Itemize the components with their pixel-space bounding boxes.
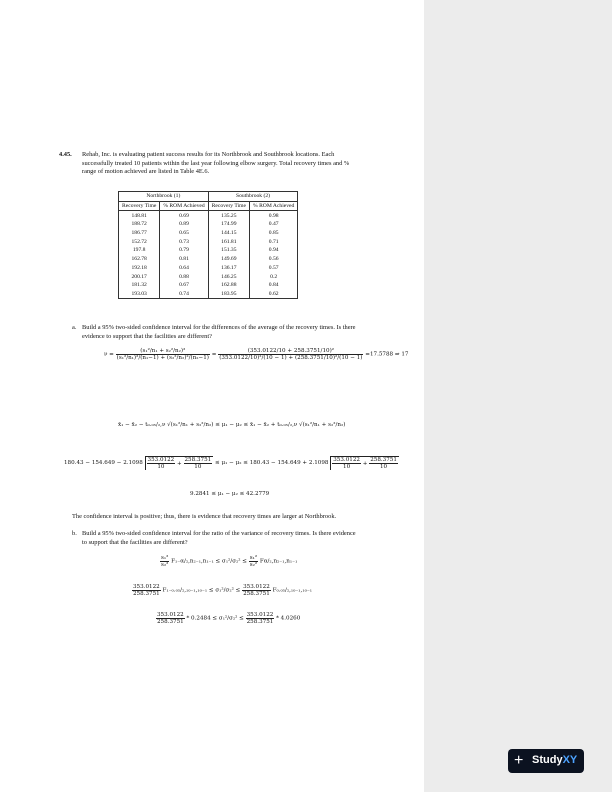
table-cell: 0.81 bbox=[160, 255, 208, 264]
part-a-question bbox=[82, 324, 417, 341]
table-cell: 0.79 bbox=[160, 246, 208, 255]
table-cell: 0.56 bbox=[250, 255, 298, 264]
table-cell: 200.17 bbox=[119, 272, 160, 281]
f-lower-general: F₁₋α/₂,n₂₋₁,n₁₋₁ ≤ σ₁²/σ₂² ≤ bbox=[171, 558, 247, 565]
f-interval-general: $\frac{\text{s₁²}}{\text{s₂²}}$ F₁₋α/₂,n₂₋₁,n₁₋₁ ≤ σ₁²/σ₂² ≤ $\frac{\text{s₁²}}{\text{s₂²}}$ Fα/₂,n₂₋₁,n₁₋₁ bbox=[161, 555, 298, 568]
ci-substituted-formula bbox=[64, 456, 399, 470]
table-row bbox=[119, 281, 298, 290]
brand-wordmark bbox=[532, 754, 577, 766]
part-b-question-line-1: Build a 95% two-sided confidence interval for the ratio of the variance of recovery times. Is there evidence bbox=[82, 530, 356, 537]
table-row bbox=[119, 255, 298, 264]
table-row bbox=[119, 211, 298, 220]
table-body bbox=[119, 211, 298, 299]
brand-main: Study bbox=[532, 754, 563, 766]
table-cell: 0.71 bbox=[250, 237, 298, 246]
intro-line-3: range of motion achieved are listed in Table 4E.6. bbox=[82, 168, 210, 176]
table-column-header: Recovery Time bbox=[119, 201, 160, 211]
var1-value: 353.0122 bbox=[133, 584, 160, 590]
table-cell: 0.88 bbox=[160, 272, 208, 281]
f-lower-value: * 0.2484 ≤ σ₁²/σ₂² ≤ bbox=[186, 615, 244, 622]
comment-margin bbox=[424, 0, 612, 792]
table-cell: 0.67 bbox=[160, 281, 208, 290]
n2-minus-1: 10 − 1 bbox=[341, 355, 361, 361]
ci-general-formula: x̄₁ − x̄₂ − t₀.₀₅/₂,ν √(s₁²/n₁ + s₂²/n₂) ≤ μ₁ − μ₂ ≤ x̄₁ − x̄₂ + t₀.₀₅/₂,ν √(s₁²/n₁ + s₂²/n₂) bbox=[118, 422, 346, 428]
table-row bbox=[119, 220, 298, 229]
table-cell: 174.99 bbox=[208, 220, 249, 229]
n2-value: 10 bbox=[194, 464, 202, 470]
ci-middle: ≤ μ₁ − μ₂ ≤ 180.43 − 154.649 + 2.1098 bbox=[214, 460, 329, 466]
intro-line-1: Rehab, Inc. is evaluating patient success results for its Northbrook and Southbrook locations. Each bbox=[82, 151, 335, 158]
var2-value: 258.3751 bbox=[370, 457, 397, 463]
part-a-label: a. bbox=[72, 324, 77, 331]
table-cell: 152.72 bbox=[119, 237, 160, 246]
table-cell: 0.2 bbox=[250, 272, 298, 281]
table-cell: 0.85 bbox=[250, 229, 298, 238]
f-upper-value: * 4.0260 bbox=[276, 615, 301, 622]
problem-intro bbox=[82, 151, 412, 177]
n1-value: 10 bbox=[250, 355, 258, 361]
studyxy-badge[interactable] bbox=[508, 749, 584, 773]
table-cell: 149.69 bbox=[208, 255, 249, 264]
f-upper-sub: F₀.₀₅/₂,₁₀₋₁,₁₀₋₁ bbox=[272, 587, 313, 594]
intro-line-2: successfully treated 10 patients within the last year following elbow surgery. Total recovery times and % bbox=[82, 159, 350, 167]
n2-value: 10 bbox=[325, 355, 333, 361]
table-group-header: Southbrook (2) bbox=[208, 192, 298, 202]
table-row bbox=[119, 290, 298, 299]
n1-minus-1: 10 − 1 bbox=[265, 355, 285, 361]
plus-icon: + bbox=[514, 752, 524, 769]
table-cell: 161.81 bbox=[208, 237, 249, 246]
part-a-question-line-2: evidence to support that the facilities are different? bbox=[82, 332, 212, 340]
var2-value: 258.3751 bbox=[184, 457, 212, 463]
table-cell: 136.17 bbox=[208, 264, 249, 273]
f-upper-general: Fα/₂,n₂₋₁,n₁₋₁ bbox=[259, 558, 298, 565]
table-row bbox=[119, 246, 298, 255]
sqrt-lower: $\frac{353.0122}{10}$ + $\frac{258.3751}{10}$ bbox=[145, 456, 214, 470]
df-result: =17.5788 ⇒ 17 bbox=[365, 351, 409, 358]
table-cell: 144.15 bbox=[208, 229, 249, 238]
table-cell: 0.84 bbox=[250, 281, 298, 290]
var2-value: 258.3751 bbox=[246, 619, 274, 625]
var1-value: 353.0122 bbox=[246, 612, 274, 618]
table-group-header: Northbrook (1) bbox=[119, 192, 209, 202]
f-interval-substituted bbox=[132, 584, 312, 597]
var2-value: 258.3751 bbox=[243, 591, 270, 597]
table-cell: 0.62 bbox=[250, 290, 298, 299]
table-cell: 181.32 bbox=[119, 281, 160, 290]
n1-value: 10 bbox=[278, 348, 286, 354]
table-cell: 0.57 bbox=[250, 264, 298, 273]
ci-result: 9.2841 ≤ μ₁ − μ₂ ≤ 42.2779 bbox=[190, 491, 270, 497]
table-cell: 192.18 bbox=[119, 264, 160, 273]
f-lower-sub: F₁₋₀.₀₅/₂,₁₀₋₁,₁₀₋₁ ≤ σ₁²/σ₂² ≤ bbox=[162, 587, 241, 594]
table-cell: 0.74 bbox=[160, 290, 208, 299]
table-cell: 0.64 bbox=[160, 264, 208, 273]
table-row bbox=[119, 229, 298, 238]
part-a-conclusion: The confidence interval is positive; thus, there is evidence that recovery times are larger at Northbrook. bbox=[72, 513, 337, 520]
var1-value: 353.0122 bbox=[221, 355, 249, 361]
part-a-question-line-1: Build a 95% two-sided confidence interval for the differences of the average of the recovery times. Is there bbox=[82, 324, 356, 331]
table-cell: 0.98 bbox=[250, 211, 298, 220]
table-cell: 162.88 bbox=[208, 281, 249, 290]
n2-value: 10 bbox=[379, 464, 388, 470]
table-column-header: % ROM Achieved bbox=[160, 201, 208, 211]
part-b-question-line-2: to support that the facilities are different? bbox=[82, 538, 188, 546]
table-cell: 0.73 bbox=[160, 237, 208, 246]
var2-value: 258.3751 bbox=[133, 591, 160, 597]
sqrt-upper: $\frac{353.0122}{10}$ + $\frac{258.3751}{10}$ bbox=[330, 456, 399, 470]
table-column-header: % ROM Achieved bbox=[250, 201, 298, 211]
table-cell: 135.25 bbox=[208, 211, 249, 220]
var2-value: 258.3751 bbox=[157, 619, 184, 625]
var2-value: 258.3751 bbox=[293, 348, 321, 354]
table-cell: 146.25 bbox=[208, 272, 249, 281]
welch-df-equation: ν = $\frac{\text{(s₁²/n₁ + s₂²/n₂)²}}{\text{(s₁²/n₁)²/(n₁−1) + (s₂²/n₂)²/(n₂−1)}}$ = $\frac{\text{(353.0122/10 + 258.3751/10)²}}{\text{(353.0122/10)²/(10 − 1) + (258.3751/10)²/(10 − 1)}}$ =17.5788 ⇒ 17 bbox=[104, 348, 409, 361]
table-cell: 188.72 bbox=[119, 220, 160, 229]
table-cell: 148.81 bbox=[119, 211, 160, 220]
ci-lower-prefix: 180.43 − 154.649 − 2.1098 bbox=[64, 460, 143, 466]
table-cell: 0.65 bbox=[160, 229, 208, 238]
var1-value: 353.0122 bbox=[147, 457, 175, 463]
table-row bbox=[119, 264, 298, 273]
table-cell: 0.89 bbox=[160, 220, 208, 229]
n1-value: 10 bbox=[343, 464, 351, 470]
table-cell: 186.77 bbox=[119, 229, 160, 238]
table-cell: 193.03 bbox=[119, 290, 160, 299]
table-cell: 162.78 bbox=[119, 255, 160, 264]
brand-accent: XY bbox=[562, 754, 578, 766]
f-interval-values bbox=[156, 612, 300, 625]
part-b-label: b. bbox=[72, 530, 77, 537]
table-cell: 0.69 bbox=[160, 211, 208, 220]
df-numeric-fraction: $\frac{\text{(353.0122/10 + 258.3751/10)²}}{\text{(353.0122/10)²/(10 − 1) + (258.3751/10)²/(10 − 1)}}$ bbox=[219, 348, 363, 361]
table-column-header: Recovery Time bbox=[208, 201, 249, 211]
var1-value: 353.0122 bbox=[249, 348, 277, 354]
table-row bbox=[119, 272, 298, 281]
df-symbolic-fraction: $\frac{\text{(s₁²/n₁ + s₂²/n₂)²}}{\text{(s₁²/n₁)²/(n₁−1) + (s₂²/n₂)²/(n₂−1)}}$ bbox=[116, 348, 209, 361]
var1-value: 353.0122 bbox=[243, 584, 270, 590]
table-cell: 0.94 bbox=[250, 246, 298, 255]
n1-value: 10 bbox=[157, 464, 165, 470]
n2-value: 10 bbox=[322, 348, 330, 354]
table-row bbox=[119, 237, 298, 246]
var1-value: 353.0122 bbox=[333, 457, 360, 463]
recovery-data-table bbox=[118, 191, 298, 299]
var1-value: 353.0122 bbox=[157, 612, 184, 618]
table-cell: 151.35 bbox=[208, 246, 249, 255]
table-cell: 0.47 bbox=[250, 220, 298, 229]
var2-value: 258.3751 bbox=[297, 355, 324, 361]
part-b-question bbox=[82, 530, 417, 547]
table-cell: 183.95 bbox=[208, 290, 249, 299]
problem-number: 4.45. bbox=[59, 151, 72, 158]
table-cell: 197.8 bbox=[119, 246, 160, 255]
